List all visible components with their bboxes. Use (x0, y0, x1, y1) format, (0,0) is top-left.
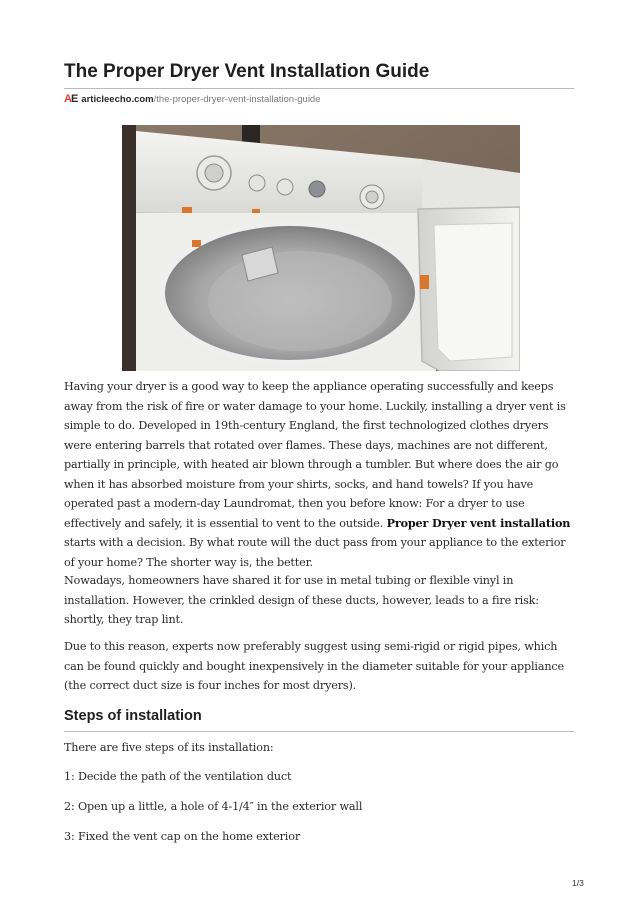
source-url[interactable] (81, 94, 320, 105)
step-item: 1: Decide the path of the ventilation duct (64, 770, 292, 783)
page-number: 1/3 (572, 878, 584, 888)
source-line (64, 93, 321, 105)
source-path[interactable]: /the-proper-dryer-vent-installation-guide (153, 93, 321, 105)
page-title: The Proper Dryer Vent Installation Guide (64, 61, 430, 82)
rigid-pipe-paragraph: Due to this reason, experts now preferably suggest using semi-rigid or rigid pipes, which can be found quickly and bought inexpensively in the diameter suitable for your appliance (the correct duct size is four inches for most dryers). (64, 640, 565, 692)
steps-heading: Steps of installation (64, 708, 202, 724)
source-domain[interactable]: articleecho.com (81, 93, 154, 105)
step-item: 2: Open up a little, a hole of 4-1/4″ in the exterior wall (64, 800, 363, 813)
dryer-photo (122, 125, 520, 371)
articleecho-logo-icon: AE (64, 93, 78, 105)
steps-divider (64, 731, 574, 732)
steps-intro: There are five steps of its installation: (64, 741, 274, 754)
title-divider (64, 88, 574, 89)
step-item: 3: Fixed the vent cap on the home exterior (64, 830, 301, 843)
vinyl-paragraph: Nowadays, homeowners have shared it for use in metal tubing or flexible vinyl in installation. However, the crinkled design of these ducts, however, leads to a fire risk: shortly, they trap lint. (64, 574, 539, 626)
keyword-link[interactable]: Proper Dryer vent installation (386, 515, 571, 530)
intro-paragraph: Having your dryer is a good way to keep the appliance operating successfully and keeps away from the risk of fire or water damage to your home. Luckily, installing a dryer vent is simple to do. Developed in 19th-century England, the first technologized clothes dryers were entering barrels that rotated over flames. These days, machines are not different, partially in principle, with heated air blown through a tumbler. But where does the air go when it has absorbed moisture from your shirts, socks, and hand towels? If you have operated past a modern-day Laundromat, then you before know: For a dryer to use effectively and safely, it is essential to vent to the outside. Proper Dryer vent installation starts with a decision. By what route will the duct pass from your appliance to the exterior of your home? The shorter way is, the better. (64, 380, 571, 569)
